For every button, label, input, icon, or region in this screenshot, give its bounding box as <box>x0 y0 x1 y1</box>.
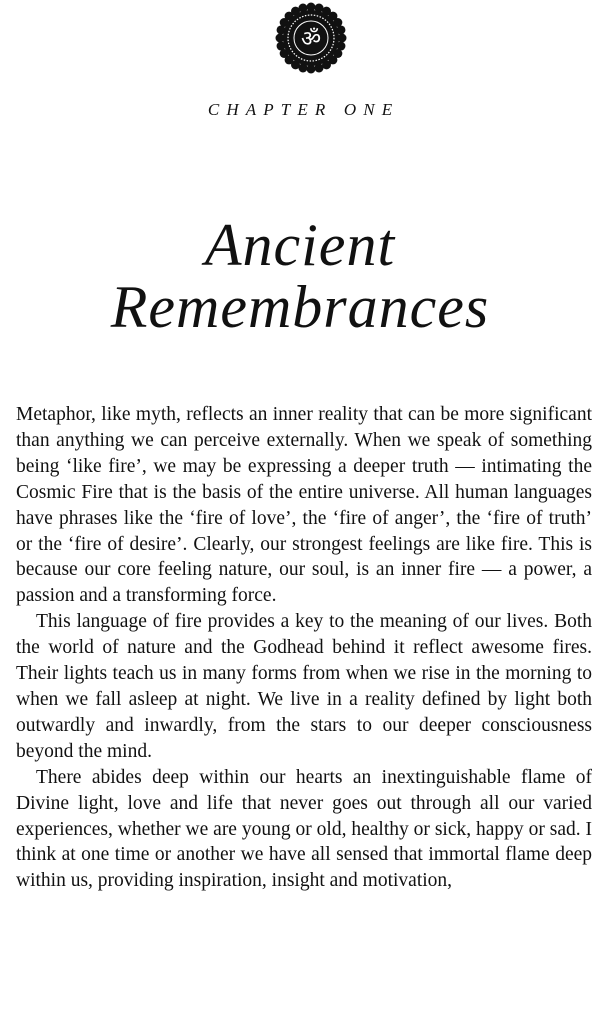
paragraph: Metaphor, like myth, reflects an inner reality that can be more significant than anything we can perceive externally. When we speak of something being ‘like fire’, we may be expressing a deeper truth — intimating the Cosmic Fire that is the basis of the entire universe. All human languages have phrases like the ‘fire of love’, the ‘fire of anger’, the ‘fire of truth’ or the ‘fire of desire’. Clearly, our strongest feelings are like fire. This is because our core feeling nature, our soul, is an inner fire — a power, a passion and a transforming force. <box>16 404 592 607</box>
chapter-title-line1: Ancient <box>204 212 396 278</box>
svg-text:ॐ: ॐ <box>300 27 322 52</box>
body-text <box>16 402 592 894</box>
paragraph: There abides deep within our hearts an inextinguishable flame of Divine light, love and life that never goes out through all our varied experiences, whether we are young or old, healthy or sick, happy or sad. I think at one time or another we have all sensed that immortal flame deep within us, providing inspiration, insight and motivation, <box>16 766 592 892</box>
om-emblem-icon <box>271 0 351 80</box>
chapter-label: CHAPTER ONE <box>207 100 400 119</box>
chapter-title-line2: Remembrances <box>110 274 490 340</box>
chapter-title <box>0 214 600 338</box>
paragraph: This language of fire provides a key to the meaning of our lives. Both the world of nature and the Godhead behind it reflect awesome fires. Their lights teach us in many forms from when we rise in the morning to when we fall asleep at night. We live in a reality defined by light both outwardly and inwardly, from the stars to our deeper consciousness beyond the mind. <box>16 611 592 762</box>
